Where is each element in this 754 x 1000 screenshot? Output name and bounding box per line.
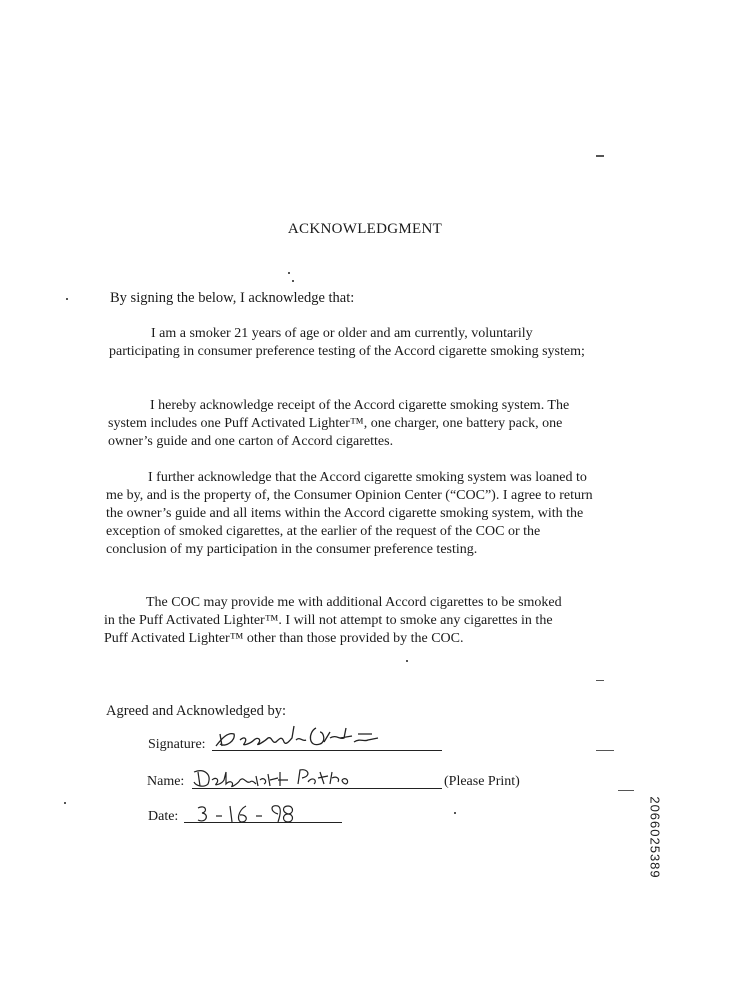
bates-number: 2066025389	[647, 796, 663, 879]
scan-speck	[596, 680, 604, 681]
paragraph-receipt: I hereby acknowledge receipt of the Accord cigarette smoking system. The system includes one Puff Activated Lighter™, one charger, one battery pack, one owner’s guide and one carton of Accord cigarettes.	[108, 398, 570, 449]
scan-speck	[292, 280, 294, 282]
scan-speck	[618, 790, 634, 791]
handwritten-name	[190, 762, 360, 792]
handwritten-signature	[212, 718, 392, 754]
date-label: Date:	[148, 809, 179, 824]
please-print-note: (Please Print)	[444, 774, 520, 789]
paragraph-additional: The COC may provide me with additional Accord cigarettes to be smoked in the Puff Activated Lighter™. I will not attempt to smoke any cigarettes in the Puff Activated Lighter™ other than those provided by the COC.	[104, 595, 562, 646]
scan-speck	[64, 802, 66, 804]
intro-text: By signing the below, I acknowledge that:	[110, 290, 355, 306]
scan-speck	[66, 298, 68, 300]
agreed-label: Agreed and Acknowledged by:	[106, 703, 286, 719]
name-label: Name:	[147, 774, 185, 789]
paragraph-age: I am a smoker 21 years of age or older and am currently, voluntarily participating in consumer preference testing of the Accord cigarette smoking system;	[109, 326, 585, 359]
scan-speck	[454, 812, 456, 814]
signature-label: Signature:	[148, 737, 206, 752]
scan-speck	[288, 272, 290, 274]
scan-speck	[596, 155, 604, 157]
document-title: ACKNOWLEDGMENT	[287, 221, 443, 237]
scan-speck	[596, 750, 614, 751]
handwritten-date	[194, 802, 304, 826]
scan-speck	[406, 660, 408, 662]
paragraph-loan: I further acknowledge that the Accord cigarette smoking system was loaned to me by, and is the property of, the Consumer Opinion Center (“COC”). I agree to return the owner’s guide and all items within the Accord cigarette smoking system, with the exception of smoked cigarettes, at the earlier of the request of the COC or the conclusion of my participation in the consumer preference testing.	[106, 470, 593, 557]
